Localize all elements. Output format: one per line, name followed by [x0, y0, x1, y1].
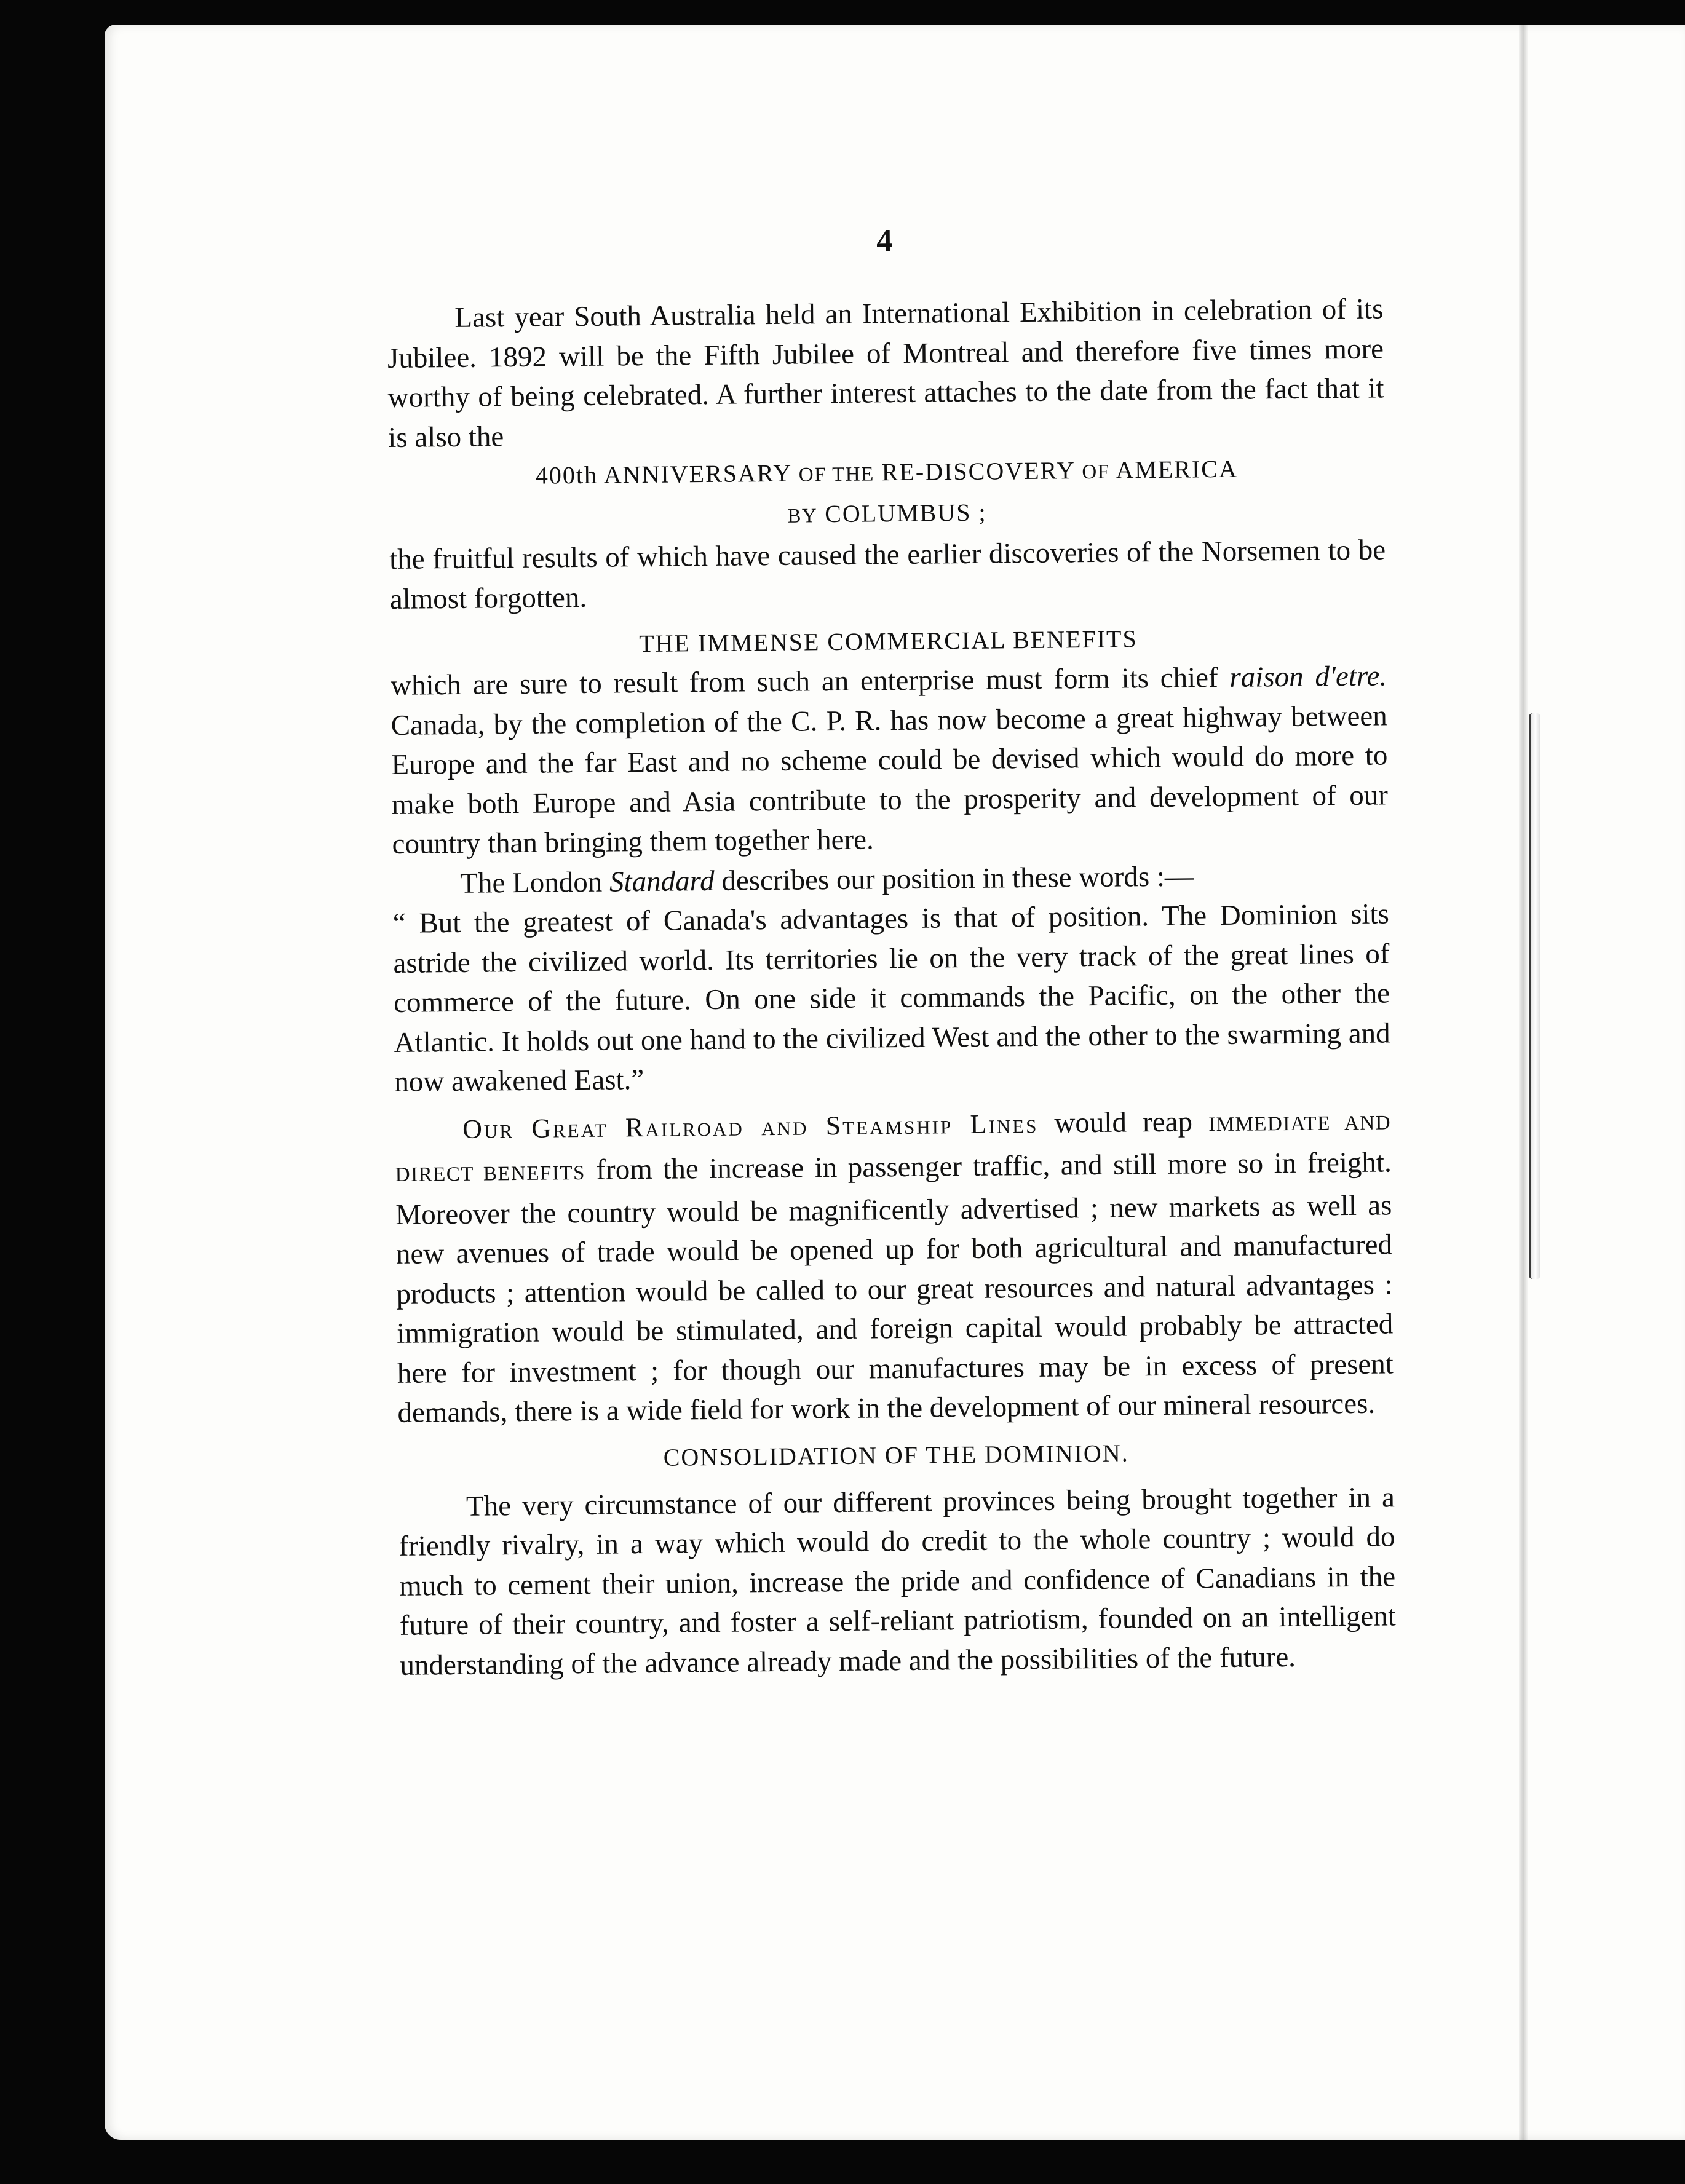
- paragraph-standard-quote: “ But the greatest of Canada's advantages is that of position. The Dominion sits astride the civilized world. Its territories lie on the very track of the great lines of commerce of the future. On one side it commands the Pacific, on the other the Atlantic. It holds out one hand to the civilized West and the other to the swarming and now awakened East.”: [392, 898, 1390, 1098]
- heading-columbus-name: COLUMBUS ;: [825, 498, 987, 528]
- heading-consolidation: CONSOLIDATION OF THE DOMINION.: [663, 1439, 1129, 1471]
- margin-strip-mark: [1529, 713, 1540, 1279]
- page-fold-shadow: [1519, 25, 1528, 2140]
- heading-anniversary-of: OF: [1082, 461, 1110, 484]
- railroad-reap: would reap: [1054, 1105, 1193, 1139]
- railroad-smallcaps-benefits: IMMEDIATE AND DIRECT BENEFITS: [395, 1111, 1392, 1186]
- heading-commercial-benefits: THE IMMENSE COMMERCIAL BENEFITS: [639, 625, 1138, 658]
- heading-columbus-by: BY: [787, 505, 818, 528]
- railroad-rest: from the increase in passenger traffic, and still more so in freight. Moreover the country would be magnificently advertised ; new markets as well as new avenues of trade would be opened up for both agricultural and manufactured products ; attention would be called to our great resources and natural advantages : immigration would be stimulated, and foreign capital would probably be attracted here for investment ; for though our manufactures may be in excess of present demands, there is a wide field for work in the development of our mineral resources.: [395, 1146, 1394, 1429]
- heading-anniversary-of-the: OF THE: [798, 463, 874, 486]
- paragraph-commercial-before: which are sure to result from such an enterprise must form its chief: [390, 662, 1218, 702]
- document-body: [386, 218, 1397, 1685]
- paragraph-commercial-after: Canada, by the completion of the C. P. R. has now become a great highway between Europe and the far East and no scheme could be devised which would do more to make both Europe and Asia contribute to the prosperity and development of our country than bringing them together here.: [391, 699, 1389, 860]
- heading-anniversary-part2: RE-DISCOVERY: [881, 456, 1075, 486]
- paragraph-railroad: [395, 1100, 1394, 1433]
- page-number: 4: [876, 223, 893, 259]
- paragraph-consolidation: The very circumstance of our different provinces being brought together in a friendly rivalry, in a way which would do credit to the whole country ; would do much to cement their union, increase the pride and confidence of Canadians in the future of their country, and foster a self-reliant patriotism, founded on an intelligent understanding of the advance already made and the possibilities of the future.: [398, 1481, 1397, 1682]
- standard-intro-italic: Standard: [609, 865, 715, 898]
- standard-intro-before: The London: [459, 866, 603, 900]
- railroad-smallcaps-lines: Our Great Railroad and Steamship Lines: [462, 1108, 1039, 1144]
- paragraph-commercial: [391, 656, 1389, 864]
- standard-intro-after: describes our position in these words :—: [721, 860, 1194, 897]
- paragraph-jubilee: Last year South Australia held an International Exhibition in celebration of its Jubilee. 1892 will be the Fifth Jubilee of Montreal and therefore five times more worthy of being celebrated. A further interest attaches to the date from the fact that it is also the: [387, 293, 1384, 454]
- heading-anniversary-part1: 400th ANNIVERSARY: [535, 459, 791, 489]
- paragraph-commercial-italic: raison d'etre.: [1229, 660, 1387, 694]
- heading-anniversary-part3: AMERICA: [1116, 454, 1239, 484]
- paragraph-norsemen: the fruitful results of which have caused the earlier discoveries of the Norsemen to be almost forgotten.: [389, 534, 1386, 615]
